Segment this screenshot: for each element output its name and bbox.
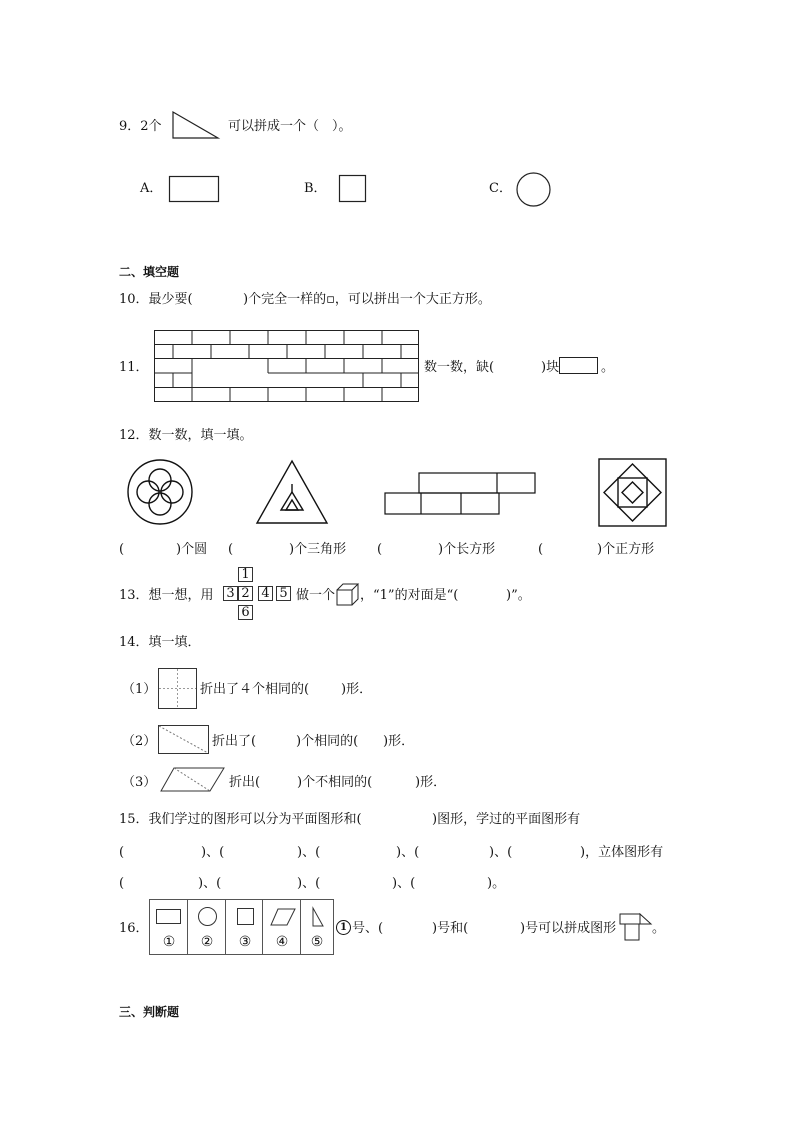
- net-cell: 3: [223, 586, 238, 601]
- q15-line1a: 15．我们学过的图形可以分为平面图形和(: [119, 812, 362, 827]
- q16-num: ①: [162, 934, 176, 950]
- q15-l3-1: )、(: [198, 876, 222, 891]
- folded-square-figure: [158, 668, 198, 710]
- q16-shape-table: [149, 899, 334, 955]
- section2-title: 二、填空题: [119, 265, 180, 279]
- q16-cell-1: [150, 900, 188, 954]
- q11-text-c: 。: [601, 360, 615, 375]
- q9-pre: 9．2个: [119, 119, 162, 134]
- q12-title: 12．数一数，填一填。: [119, 428, 253, 443]
- q12-rectangle-label: )个长方形: [438, 542, 496, 557]
- q16-a: 号、(: [352, 921, 384, 936]
- q13-post2: )”。: [506, 588, 531, 603]
- net-cell: 1: [238, 567, 253, 582]
- brick-wall-figure: [154, 330, 420, 403]
- q14-2-a: 折出了(: [212, 734, 257, 749]
- q14-3-a: 折出(: [229, 775, 261, 790]
- q16-cell-5: [301, 900, 333, 954]
- q13-pre: 13．想一想，用: [119, 588, 214, 603]
- net-cell: 4: [258, 586, 273, 601]
- q12-blank-1[interactable]: (: [119, 542, 125, 557]
- circle-shape: [516, 172, 552, 208]
- square-icon: [237, 908, 255, 926]
- q15-l3-2: )、(: [297, 876, 321, 891]
- q9-option-b[interactable]: B．: [304, 181, 327, 196]
- squares-figure: [598, 458, 668, 528]
- q14-title: 14．填一填．: [119, 635, 201, 650]
- rectangle-icon: [156, 909, 182, 925]
- net-cell: 6: [238, 605, 253, 620]
- q15-line1b: )图形，学过的平面图形有: [432, 812, 581, 827]
- q16-num: ③: [238, 934, 252, 950]
- q11-label: 11．: [119, 360, 149, 375]
- brick-shape: [559, 357, 599, 375]
- net-cell: 2: [238, 586, 253, 601]
- q16-label: 16．: [119, 921, 149, 936]
- circles-figure: [126, 458, 194, 526]
- q13-mid: 做一个: [296, 588, 336, 603]
- q9-option-c[interactable]: C．: [489, 181, 512, 196]
- q14-2-c: )形．: [383, 734, 415, 749]
- right-triangle-shape: [172, 111, 220, 139]
- q15-l2-1: )、(: [201, 845, 225, 860]
- net-cell: 5: [276, 586, 291, 601]
- triangles-figure: [256, 460, 328, 524]
- q16-num: ②: [200, 934, 214, 950]
- q16-num: ④: [275, 934, 289, 950]
- q15-l2-4: )、(: [489, 845, 513, 860]
- rectangle-shape: [169, 176, 219, 203]
- q12-square-label: )个正方形: [597, 542, 655, 557]
- q15-l2-3: )、(: [396, 845, 420, 860]
- q15-l3-3: )、(: [392, 876, 416, 891]
- q14-2-label: （2）: [122, 734, 157, 749]
- q13-post: ，“1”的对面是“(: [360, 588, 459, 603]
- q11-text-b: )块: [541, 360, 560, 375]
- q16-num: ⑤: [310, 934, 324, 950]
- q16-cell-2: [188, 900, 226, 954]
- section3-title: 三、判断题: [119, 1005, 180, 1019]
- folded-rectangle-figure: [158, 725, 210, 755]
- q12-circle-label: )个圆: [176, 542, 208, 557]
- rectangles-figure: [384, 472, 538, 516]
- q9-option-a[interactable]: A．: [140, 181, 163, 196]
- q14-3-c: )形．: [415, 775, 447, 790]
- q16-circled-one: 1: [336, 920, 351, 935]
- q14-2-b: )个相同的(: [296, 734, 359, 749]
- q15-l3-4: )。: [487, 876, 506, 891]
- q14-1-label: （1）: [122, 682, 157, 697]
- q15-l3-0: (: [119, 876, 125, 891]
- q15-l2-0: (: [119, 845, 125, 860]
- q14-1-b: )形．: [341, 682, 373, 697]
- cube-icon: [336, 583, 360, 607]
- q16-cell-3: [226, 900, 263, 954]
- q11-text-a: 数一数，缺(: [424, 360, 495, 375]
- right-triangle-icon: [312, 907, 324, 927]
- q16-d: 。: [652, 921, 666, 936]
- q15-l2-2: )、(: [297, 845, 321, 860]
- q10-pre: 10．最少要(: [119, 292, 193, 307]
- composite-shape-icon: [619, 913, 653, 943]
- q16-c: )号可以拼成图形: [520, 921, 617, 936]
- q14-3-b: )个不相同的(: [297, 775, 373, 790]
- q14-3-label: （3）: [122, 775, 157, 790]
- folded-parallelogram-figure: [160, 767, 226, 793]
- q12-blank-4[interactable]: (: [538, 542, 544, 557]
- q15-l2-5: )，立体图形有: [580, 845, 664, 860]
- q10-post: )个完全一样的▫，可以拼出一个大正方形。: [243, 292, 491, 307]
- q12-blank-3[interactable]: (: [377, 542, 383, 557]
- parallelogram-icon: [270, 908, 296, 926]
- q12-triangle-label: )个三角形: [289, 542, 347, 557]
- q16-cell-4: [263, 900, 301, 954]
- square-shape: [339, 175, 367, 203]
- q14-1-a: 折出了４个相同的(: [200, 682, 310, 697]
- q12-blank-2[interactable]: (: [228, 542, 234, 557]
- circle-icon: [198, 907, 218, 927]
- q16-b: )号和(: [432, 921, 469, 936]
- q9-post: 可以拼成一个（ ）。: [228, 119, 352, 134]
